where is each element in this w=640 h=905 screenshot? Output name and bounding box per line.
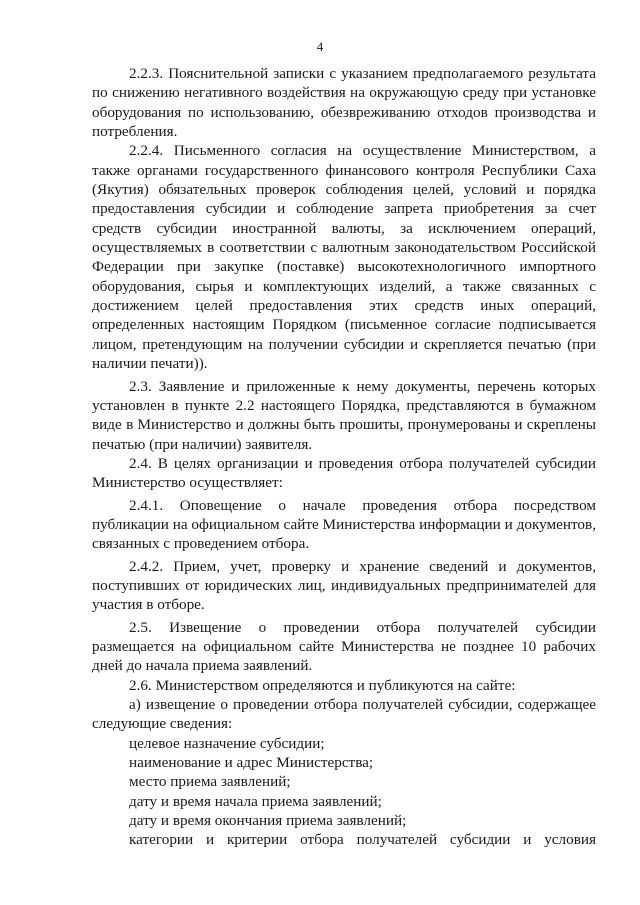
list-item: категории и критерии отбора получателей субсидии и условия	[129, 831, 596, 849]
list-item: место приема заявлений;	[129, 773, 291, 791]
list-item: дату и время окончания приема заявлений;	[129, 812, 407, 830]
paragraph-2-6-a: а) извещение о проведении отбора получателей субсидии, содержащее следующие сведения:	[92, 696, 596, 733]
paragraph-2-4: 2.4. В целях организации и проведения отбора получателей субсидии Министерство осуществляет:	[92, 454, 596, 492]
paragraph-2-5: 2.5. Извещение о проведении отбора получателей субсидии размещается на официальном сайте Министерства не позднее 10 рабочих дней до начала приема заявлений.	[92, 618, 596, 675]
paragraph-2-2-3: 2.2.3. Пояснительной записки с указанием предполагаемого результата по снижению негативного воздействия на окружающую среду при установке оборудования по использованию, обезвреживанию отходов производства и потребления.	[92, 65, 596, 141]
document-body	[92, 64, 596, 850]
list-item: целевое назначение субсидии;	[129, 734, 325, 752]
paragraph-2-4-1: 2.4.1. Оповещение о начале проведения отбора посредством публикации на официальном сайте Министерства информации и документов, связанных с проведением отбора.	[92, 496, 596, 553]
list-item: дату и время начала приема заявлений;	[129, 792, 382, 810]
list-item: наименование и адрес Министерства;	[129, 754, 374, 772]
paragraph-2-4-2: 2.4.2. Прием, учет, проверку и хранение сведений и документов, поступивших от юридических лиц, индивидуальных предпринимателей для участия в отборе.	[92, 557, 596, 614]
page-number: 4	[316, 39, 324, 54]
paragraph-2-6: 2.6. Министерством определяются и публикуются на сайте:	[129, 676, 516, 694]
paragraph-2-3: 2.3. Заявление и приложенные к нему документы, перечень которых установлен в пункте 2.2 настоящего Порядка, представляются в бумажном виде в Министерство и должны быть прошиты, пронумерованы и скреплены печатью (при наличии) заявителя.	[92, 377, 596, 453]
paragraph-2-2-4: 2.2.4. Письменного согласия на осуществление Министерством, а также органами государственного финансового контроля Республики Саха (Якутия) обязательных проверок соблюдения целей, условий и порядка предоставления субсидии и соблюдение запрета приобретения за счет средств субсидии иностранной валюты, за исключением операций, осуществляемых в соответствии с валютным законодательством Российской Федерации при закупке (поставке) высокотехнологичного импортного оборудования, сырья и комплектующих изделий, а также связанных с достижением целей предоставления этих средств иных операций, определенных настоящим Порядком (письменное согласие подписывается лицом, претендующим на получении субсидии и скрепляется печатью (при наличии печати)).	[92, 142, 596, 373]
